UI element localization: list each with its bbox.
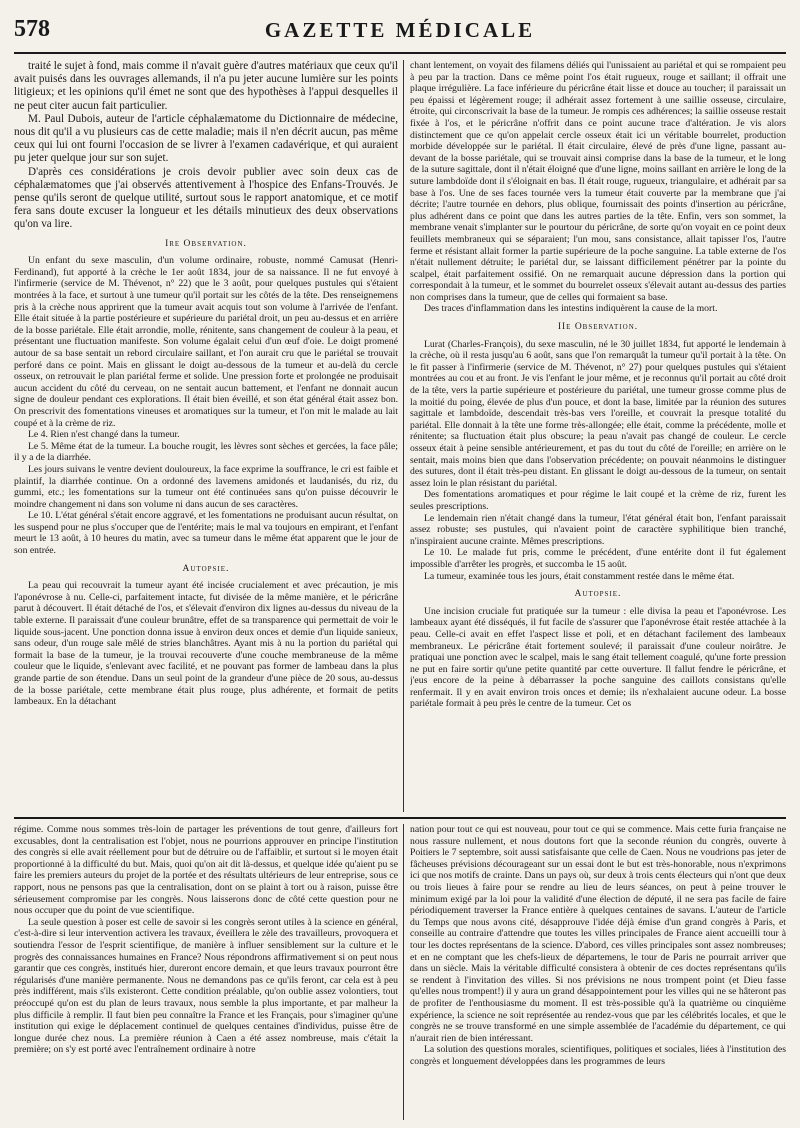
observation-2-paragraph: La tumeur, examinée tous les jours, était constamment restée dans le même état. <box>424 570 735 582</box>
feuilleton-paragraph: La seule question à poser est celle de savoir si les congrès seront utiles à la science en général, c'est-à-dire si leur intervention activera les travaux, éveillera le zèle des travailleurs, provoquera et soutiendra l'essor de l'esprit scientifique, de manière à influer sensiblement sur la culture et le progrès des connaissances humaines en France? Nous répondrons affirmativement si on peut nous garantir que ces congrès, institués hier, dureront encore demain, et que leurs travaux pourront être régularisés d'une manière permanente. Nous ne demandons pas ce qu'ils feront, car cela est à peu près indifférent, mais s'ils existeront. Cette condition préalable, qu'on oublie assez volontiers, tout préoccupé qu'on est du plan de leurs travaux, nous semble la plus importante, et par malheur la plus difficile à remplir. Il faut bien peu connaître la France et les Français, pour s'imaginer qu'une institution qui exige le déplacement continuel de quelques centaines d'individus, puisse être de longue durée chez nous. La première réunion à Caen a été assez nombreuse, mais c'était la première; on s'y est porté avec l'entraînement ordinaire à notre <box>14 916 398 1056</box>
feuilleton-paragraph: nation pour tout ce qui est nouveau, pour tout ce qui se commence. Mais cette furia française ne nous rassure nullement, et nous doutons fort que la seconde réunion du congrès, ouverte à Poitiers le 7 septembre, soit aussi satisfaisante que celle de Caen. Nous ne voudrions pas jeter de fâcheuses prévisions décourageant sur un essai dont le but est très-honorable, nous n'exprimons ici que nos motifs de crainte. Dans un pays où, sur deux à trois cents électeurs qui n'ont que deux ou trois lieues à faire pour se rendre au lieu de leurs séances, on peut à peine trouver le minimum exigé par la loi pour la validité d'une élection de député, il ne sera pas facile de faire périodiquement traverser la France entière à quelques centaines de savans. L'auteur de l'article du Temps que nous avons cité, désapprouve l'idée déjà émise d'un grand congrès à Paris, et conseille au contraire d'attendre que toutes les villes principales de France aient accueilli tour à tour les doctes représentans de la science. D'abord, ces villes principales sont assez nombreuses; et en ne comptant que les chefs-lieux de départemens, le tour de Paris ne pourrait arriver que dans un siècle. Mais la véritable difficulté consistera à obtenir de ces doctes représentans qu'ils se rendent à l'invitation des villes. Si nos prévisions ne nous trompent point (et Dieu fasse qu'elles nous trompent!) il y aura un grand désappointement pour les villes qui ne se hâteront pas de profiter de l'enthousiasme du moment. Il est très-possible qu'à la quatrième ou cinquième expérience, la science ne soit représentée au rendez-vous que par les célébrités locales, et que le congrès ne se trouve transformé en une simple assemblée de l'académie du département, ce qui n'aurait rien de bien intéressant. <box>410 824 786 1044</box>
feuilleton-left-column <box>14 824 398 1120</box>
page-number: 578 <box>14 16 50 42</box>
feuilleton-column-divider <box>403 824 404 1120</box>
observation-2-paragraph: Le lendemain rien n'était changé dans la tumeur, l'état général était bon, l'enfant paraissait assez robuste; ses pustules, qui n'avaient point de caractère syphilitique bien tranché, n'inspiraient aucune crainte. Mêmes prescriptions. <box>410 512 786 547</box>
autopsy-2-heading: Autopsie. <box>574 589 622 600</box>
feuilleton-paragraph: régime. Comme nous sommes très-loin de partager les préventions de tout genre, d'ailleurs fort excusables, dont la centralisation est l'objet, nous ne pourrions approuver en principe l'institution des congrès si elle avait réellement pour but de détruire ou de l'affaiblir, et surtout si le moyen était proportionné à la difficulté du but. Mais, quoi qu'on ait dit là-dessus, et quelque idée qu'aient pu se faire les premiers auteurs du projet de la portée et des résultats ultérieurs de leur entreprise, sous ce rapport, nous ne pensons pas que la centralisation, dont on se plaint à tort ou à raison, puisse être sérieusement compromise par les congrès. Nous laisserons donc de côté cette question pour ne nous occuper que du point de vue scientifique. <box>14 824 398 917</box>
autopsy-1-heading: Autopsie. <box>182 563 230 574</box>
feuilleton-divider <box>14 817 786 819</box>
journal-title: GAZETTE MÉDICALE <box>264 18 536 42</box>
intro-paragraph-1: traité le sujet à fond, mais comme il n'avait guère d'autres matériaux que ceux qu'il avait puisés dans les ouvrages allemands, il n'a pu jeter aucune lumière sur les points litigieux; et les opinions qu'il émet ne sont que des hypothèses à l'appui desquelles il ne peut citer aucun fait particulier. <box>14 60 398 112</box>
observation-2-heading: IIe Observation. <box>557 322 639 333</box>
observation-1-heading: Ire Observation. <box>165 238 247 249</box>
page-header <box>14 14 786 54</box>
observation-1-paragraph: Les jours suivans le ventre devient douloureux, la face exprime la souffrance, le cri est faible et plaintif, la diarrhée continue. On a ordonné des lavemens amidonés et laudanisés, du riz, du gummi, etc.; les fomentations sur la tumeur ont été continuées sans qu'on puisse découvrir le moindre changement ni dans son volume ni dans aucun de ses caractères. <box>14 463 398 510</box>
observation-1-paragraph: Un enfant du sexe masculin, d'un volume ordinaire, robuste, nommé Camusat (Henri-Ferdinand), fut apporté à la crèche le 1er août 1834, jour de sa naissance. Il ne fut envoyé à l'infirmerie (service de M. Thévenot, n° 22) que le 3 août, pour quelques pustules qui s'étaient montrées à la face, et surtout à une tumeur qu'il portait sur les côtés de la tête. Des renseignemens pris à la crèche nous apprirent que la tumeur avait acquis tout son volume à l'arrivée de l'enfant. Elle était située à la partie postérieure et supérieure du pariétal droit, un peu au-dessus et en arrière de la bosse pariétale. Elle était arrondie, molle, rénitente, sans changement de couleur à la peau, et présentant une fluctuation manifeste. Son volume égalait celui d'un œuf d'oie. Le doigt promené autour de sa base sentait un rebord circulaire saillant, et l'on aurait cru que le pariétal se trouvait perforé dans ce point. Mais en glissant le doigt au-dessous de la tumeur et au-delà du cercle osseux, on retrouvait le plan pariétal ferme et solide. Une pression forte et prolongée ne produisait aucun accident du côté du cerveau, on ne sentait aucun battement, et l'enfant ne donnait aucun signe de douleur pendant ces explorations. Il était bien éveillé, et son état général était assez bon. On prescrivit des fomentations vineuses et aromatiques sur la tumeur, et l'on mit le malade au lait coupé et à la crème de riz. <box>14 255 398 429</box>
observation-1-paragraph: Le 4. Rien n'est changé dans la tumeur. <box>28 429 180 441</box>
right-column <box>410 60 786 812</box>
observation-1-paragraph: Le 10. L'état général s'était encore aggravé, et les fomentations ne produisant aucun résultat, on les suspend pour ne plus s'occuper que de l'entérite; mais le mal va toujours en empirant, et l'enfant meurt le 13 août, à 10 heures du matin, avec sa tumeur dans le même état apparent que le jour de son entrée. <box>14 510 398 557</box>
left-column <box>14 60 398 812</box>
observation-2-paragraph: Des fomentations aromatiques et pour régime le lait coupé et la crème de riz, furent les seules prescriptions. <box>410 489 786 512</box>
feuilleton-right-column <box>410 824 786 1120</box>
observation-1-paragraph: Le 5. Même état de la tumeur. La bouche rougit, les lèvres sont sèches et gercées, la face pâle; il y a de la diarrhée. <box>14 440 398 464</box>
observation-2-paragraph: Lurat (Charles-François), du sexe masculin, né le 30 juillet 1834, fut apporté le lendemain à la crèche, où il resta jusqu'au 6 août, sans que l'on remarquât la tumeur qu'il portait à la tête. On le fit passer à l'infirmerie (service de M. Thévenot, n° 27) pour quelques pustules qui s'étaient montrées au cou et au front. Je vis l'enfant le jour même, et je reconnus qu'il portait au côté droit de la tête, vers la partie supérieure et postérieure du pariétal, une tumeur grosse comme plus de la moitié du poing, élevée de plus d'un pouce, et dont la base, limitée par la réunion des sutures sagittale et lambdoïde, descendait très-bas vers l'oreille, et couvrait la presque totalité du pariétal. Elle donnait à la tête une forme très-allongée; elle était, comme la précédente, molle et rénitente; sa fluctuation était plus obscure; la peau n'avait pas changé de couleur. Le cercle osseux était à peine sensible antérieurement, et pas du tout du côté de l'oreille; en arrière on le sentait, mais moins bien que dans l'observation précédente; on pouvait néanmoins le distinguer des sutures, dont il était très-peu distant. En glissant le doigt au-dessous de la tumeur, on sentait assez loin le plan résistant du pariétal. <box>410 338 786 489</box>
column-divider <box>403 60 404 812</box>
cause-of-death-paragraph: Des traces d'inflammation dans les intestins indiquèrent la cause de la mort. <box>424 303 718 315</box>
autopsy-2-paragraph: Une incision cruciale fut pratiquée sur la tumeur : elle divisa la peau et l'aponévrose. Les lambeaux ayant été disséqués, il fut facile de s'assurer que l'aponévrose était restée attachée à la peau. Celle-ci avait en effet l'aspect lisse et poli, et en détachant facilement des lambeaux membraneux. Le péricrâne était fortement soulevé; il paraissait d'une couleur noirâtre. Je pratiquai une ponction avec le scalpel, mais le sang était tellement coagulé, qu'une forte pression ne put en faire sortir qu'une petite quantité par cette ouverture. Il fallut fendre le péricrâne, et j'eus encore de la peine à débarrasser la poche sanguine des caillots consistans qu'elle renfermait. Il y en avait environ trois onces et demie; ils n'exhalaient aucune odeur. La bosse pariétale formait à peu près le centre de la tumeur. Cet os <box>410 605 786 710</box>
intro-paragraph-2: M. Paul Dubois, auteur de l'article céphalæmatome du Dictionnaire de médecine, nous dit qu'il a vu plusieurs cas de cette maladie; mais il n'en décrit aucun, pas même ceux qui lui ont fourni l'occasion de se livrer à l'examen cadavérique, et qui auraient pu jeter quelque jour sur son sujet. <box>14 112 398 165</box>
observation-2-paragraph: Le 10. Le malade fut pris, comme le précédent, d'une entérite dont il fut également impossible d'arrêter les progrès, et succomba le 15 août. <box>410 547 786 570</box>
feuilleton-paragraph: La solution des questions morales, scientifiques, politiques et sociales, liées à l'institution des congrès et longuement développées dans les programmes de leurs <box>410 1044 786 1067</box>
autopsy-1-paragraph: La peau qui recouvrait la tumeur ayant été incisée crucialement et avec précaution, je mis l'aponévrose à nu. Celle-ci, parfaitement intacte, fut divisée de la même manière, et le péricrâne parut à découvert. Il était détaché de l'os, et s'élevait d'environ dix lignes au-dessus du niveau de la table externe. Il paraissait d'une couleur brunâtre, effet de sa transparence qui permettait de voir le liquide sous-jacent. Une ponction donna issue à environ deux onces et demie d'un liquide sanieux, sans odeur, d'un rouge sale mêlé de stries blanchâtres. Ayant mis à nu la portion du pariétal qui formait la base de la tumeur, je la trouvai recouverte d'une couche membraneuse de la même couleur que le liquide, s'enlevant avec facilité, et ne pouvant pas former de lambeau dans la plus grande partie de son étendue. Dans un seul point de la grandeur d'une pièce de 20 sous, au-dessus de la bosse pariétale, cette membrane était plus rouge, plus adhérente, et formait de petits lambeaux. En la détachant <box>14 580 398 708</box>
intro-paragraph-3: D'après ces considérations je crois devoir publier avec soin deux cas de céphalæmatomes que j'ai observés attentivement à l'hospice des Enfans-Trouvés. Je pense qu'ils seront de quelque utilité, surtout sous le rapport anatomique, et ce motif fera sans doute excuser la longueur et les détails minutieux des deux observations qu'on va lire. <box>14 165 398 231</box>
continued-paragraph: chant lentement, on voyait des filamens déliés qui l'unissaient au pariétal et qui se rompaient peu à peu par la traction. Dans ce même point l'os était rugueux, rouge et saillant; il offrait une plaque irrégulière. La face inférieure du péricrâne était lisse et douce au toucher; il paraissait un peu épaissi et légèrement rouge; il adhérait assez fortement à une saillie osseuse, circulaire, étroite, qui circonscrivait la base de la tumeur. Je rompis ces adhérences; la saillie osseuse restait fixée à l'os, et le péricrâne n'offrit dans ce point aucune trace d'altération. Je vis alors distinctement que ce qu'on appelait cercle osseux était ici un véritable bourrelet, production morbide développée sur le pariétal. Il était circulaire, élevé de près d'une ligne, passant au-devant de la bosse pariétale, qui se trouvait ainsi comprise dans la base de la tumeur, et le long de la suture sagittale, dont il n'était éloigné que d'une ligne, moins saillant en arrière le long de la suture lambdoïde dont il s'éloignait en bas. Il était rouge, rugueux, triangulaire, et adhérait par sa base à l'os. Une de ses faces tournée vers la tumeur était couverte par la membrane que j'ai décrite; l'autre tournée en dehors, plus oblique, fournissait des points d'insertion au péricrâne, plus adhérent dans ce point que dans les autres parties de la tête. Enfin, vers son sommet, la membrane venait s'implanter sur le pourtour du péricrâne, de sorte qu'on voyait en ce point deux feuillets membraneux qui se séparaient; l'un mou, sans consistance, allait tapisser l'os, l'autre ferme et résistant allait former la partie supérieure de la poche sanguine. La table externe de l'os n'était nullement détruite; le pariétal dur, se laissant difficilement pénétrer par la pointe du scalpel, était parfaitement ossifié. On ne remarquait aucune dépression dans la portion qui correspondait à la tumeur, et le sommet du bourrelet osseux s'élevait autant au-dessus des parties non comprises dans la tumeur, que de celles qui formaient sa base. <box>410 60 786 303</box>
